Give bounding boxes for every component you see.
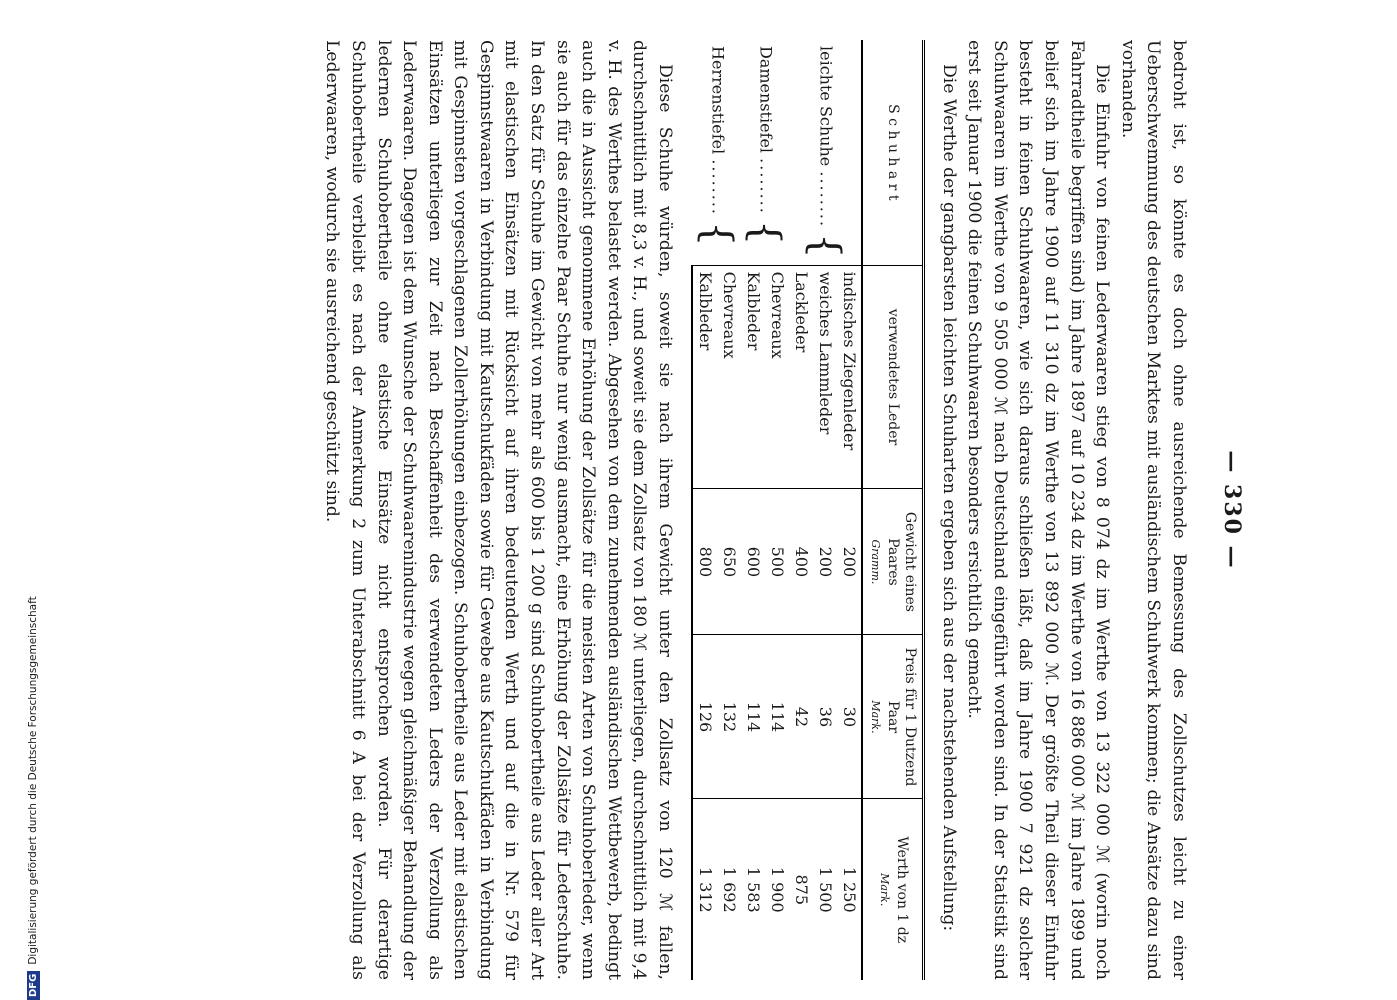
gewicht-cell: 800 — [692, 489, 717, 635]
werth-cell: 1 500 — [813, 799, 837, 980]
werth-cell: 1 583 — [741, 799, 765, 980]
paragraph-3: Die Werthe der gangbarsten leichten Schuharten ergeben sich aus der nachstehenden Aufstellung: — [938, 64, 959, 932]
werth-cell: 1 250 — [837, 799, 862, 980]
paragraph-1: bedroht ist, so könnte es doch ohne ausreichende Bemessung des Zollschutzes leicht zu einer Ueberschwemmung des deutschen Marktes mit ausländischem Schuhwerk kommen; die Ansätze dazu sind vorhanden. — [1117, 40, 1189, 980]
category-cell: Damenstiefel ........ { — [742, 46, 789, 246]
preis-cell: 30 — [837, 635, 862, 799]
paragraph-2: Die Einfuhr von feinen Lederwaaren stieg von 8 074 dz im Werthe von 13 322 000 ℳ (worin noch Fahrradtheile begriffen sind) im Jahre 1897 auf 10 234 dz im Werthe von 16 886 000 ℳ im Jahre 1899 und belief sich im Jahre 1900 auf 11 310 dz im Werthe von 13 892 000 ℳ. Der größte Theil dieser Einfuhr besteht in feinen Schuhwaaren, wie sich daraus schließen läßt, daß im Jahre 1900 7 921 dz solcher Schuhwaaren im Werthe von 9 505 000 ℳ nach Deutschland eingeführt worden sind. In der Statistik sind erst seit Januar 1900 die feinen Schuhwaaren besonders ersichtlich gemacht. — [964, 40, 1113, 980]
header-schuhart: S c h u h a r t — [862, 40, 924, 265]
header-gewicht-label: Gewicht eines Paares — [885, 511, 919, 612]
category-cell: leichte Schuhe ........ { — [802, 46, 849, 259]
preis-cell: 114 — [765, 635, 789, 799]
leder-cell: Chevreaux — [765, 265, 789, 489]
gewicht-cell: 600 — [741, 489, 765, 635]
document-page — [170, 40, 1245, 980]
header-werth — [862, 799, 924, 980]
header-preis-unit: Mark. — [869, 700, 883, 734]
werth-cell: 1 900 — [765, 799, 789, 980]
leder-cell: Lackleder — [789, 265, 813, 489]
gewicht-cell: 400 — [789, 489, 813, 635]
table-row — [717, 40, 741, 980]
leder-cell: indisches Ziegenleder — [837, 265, 862, 489]
werth-cell: 875 — [789, 799, 813, 980]
gewicht-cell: 650 — [717, 489, 741, 635]
header-werth-unit: Mark. — [877, 873, 891, 907]
footer-text: Digitalisierung gefördert durch die Deutsche Forschungsgemeinschaft — [27, 596, 39, 965]
header-leder: verwendetes Leder — [862, 265, 924, 489]
table-row — [765, 40, 789, 980]
header-gewicht-unit: Gramm. — [869, 539, 883, 585]
leder-cell: Chevreaux — [717, 265, 741, 489]
preis-cell: 126 — [692, 635, 717, 799]
closing-paragraph: Diese Schuhe würden, soweit sie nach ihrem Gewicht unter den Zollsatz von 120 ℳ fallen, durchschnittlich mit 8,3 v. H., und soweit sie dem Zollsatz von 180 ℳ unterliegen, durchschnittlich mit 9,4 v. H. des Werthes belastet werden. Abgesehen von dem zunehmenden ausländischen Wettbewerb, bedingt auch die in Aussicht genommene Erhöhung der Zollsätze für die meisten Arten von Schuhoberleder, wenn sie auch für das einzelne Paar Schuhe nur wenig ausmacht, eine Erhöhung der Zollsätze für Lederschuhe. In den Satz für Schuhe im Gewicht von mehr als 600 bis 1 200 g sind Schuhobertheile aus Leder aller Art mit elastischen Einsätzen mit Rücksicht auf ihren bedeutenden Werth und auf die in Nr. 579 für Gespinnstwaaren in Verbindung mit Kautschukfäden sowie für Gewebe aus Kautschukfäden in Verbindung mit Gespinnsten vorgeschlagenen Zollerhöhungen einbezogen. Schuhobertheile aus Leder mit elastischen Einsätzen unterliegen zur Zeit nach Beschaffenheit des verwendeten Leders der Verzollung als Lederwaaren. Dagegen ist dem Wunsche der Schuhwaarenindustrie wegen gleichmäßiger Behandlung der ledernen Schuhobertheile ohne elastische Einsätze nicht entsprochen worden. Für derartige Schuhobertheile verbleibt es nach der Anmerkung 2 zum Unterabschnitt 6 A bei der Verzollung als Lederwaaren, wodurch sie ausreichend geschützt sind. — [322, 40, 676, 980]
header-gewicht — [862, 489, 924, 635]
leder-cell: Kalbleder — [692, 265, 717, 489]
preis-cell: 114 — [741, 635, 765, 799]
dfg-logo: DFG — [27, 971, 40, 1000]
category-label: Damenstiefel — [756, 46, 776, 154]
shoe-values-table — [691, 40, 925, 980]
preis-cell: 42 — [789, 635, 813, 799]
table-row — [837, 40, 862, 980]
werth-cell: 1 312 — [692, 799, 717, 980]
digitization-footer — [22, 0, 44, 1000]
table-header-row — [862, 40, 924, 980]
header-preis-label: Preis für 1 Dutzend Paar — [885, 647, 919, 787]
preis-cell: 36 — [813, 635, 837, 799]
header-werth-label: Werth von 1 dz — [893, 836, 910, 944]
gewicht-cell: 500 — [765, 489, 789, 635]
gewicht-cell: 200 — [813, 489, 837, 635]
preis-cell: 132 — [717, 635, 741, 799]
werth-cell: 1 692 — [717, 799, 741, 980]
gewicht-cell: 200 — [837, 489, 862, 635]
category-label: leichte Schuhe — [816, 46, 836, 167]
category-label: Herrenstiefel — [708, 46, 728, 155]
leder-cell: weiches Lammleder — [813, 265, 837, 489]
header-preis — [862, 635, 924, 799]
category-cell: Herrenstiefel ........ { — [693, 46, 740, 247]
page-number: — 330 — — [1219, 450, 1245, 570]
leder-cell: Kalbleder — [741, 265, 765, 489]
